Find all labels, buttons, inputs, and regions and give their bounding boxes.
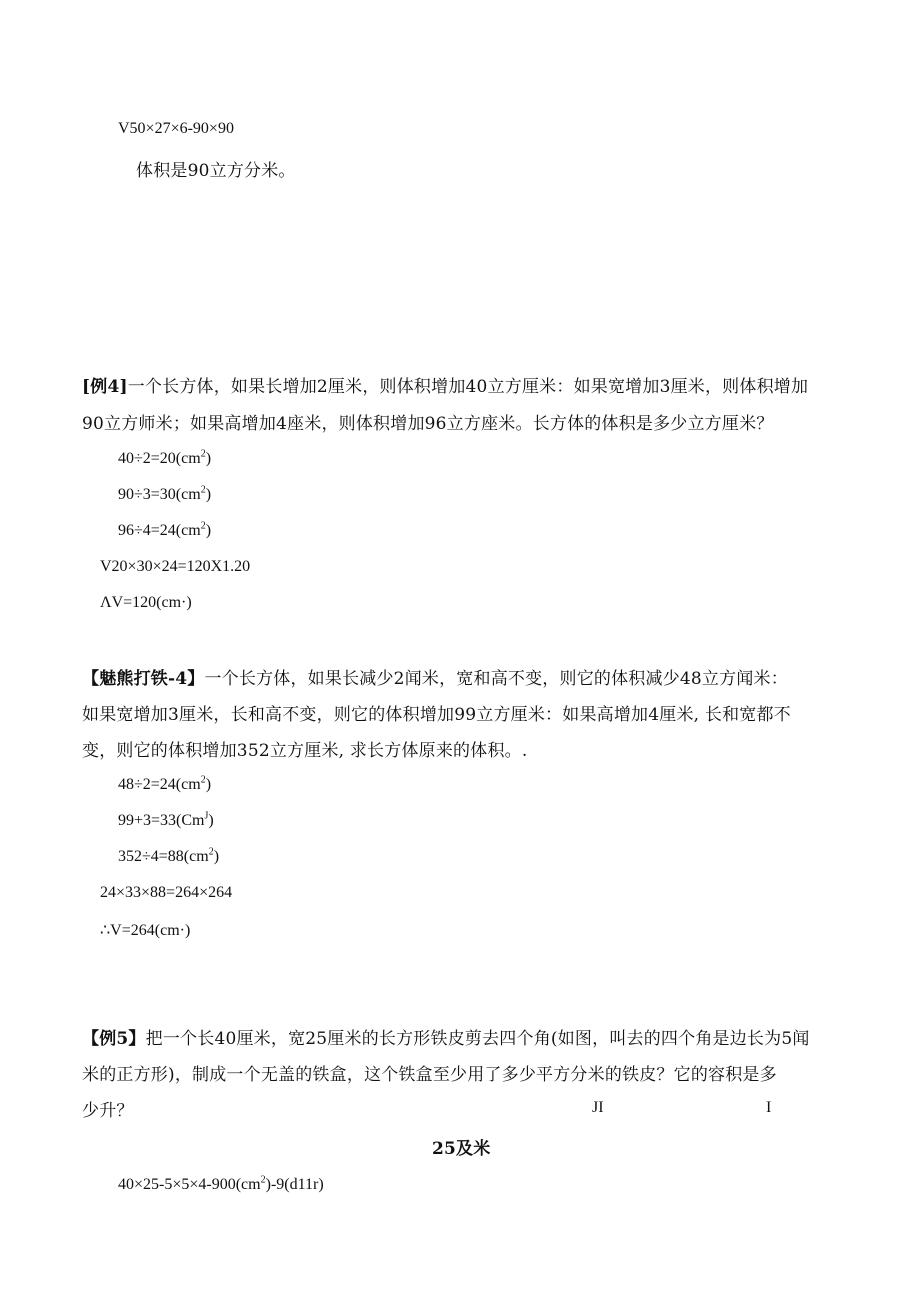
example5-line2: 米的正方形)，制成一个无盖的铁盒，这个铁盒至少用了多少平方分米的铁皮？它的容积是多 (82, 1065, 777, 1085)
prev-solution-expression: V50×27×6-90×90 (118, 120, 234, 137)
figure-mark-left: JI (592, 1099, 604, 1116)
prev-solution-answer: 体积是90立方分米。 (136, 161, 296, 181)
practice4-step-2: $99+3=33(Cm^J)$ (118, 810, 214, 829)
example4-step-1: $40\div 2=20(cm^2)$ (118, 448, 212, 467)
practice4-step-1: $48\div 2=24(cm^2)$ (118, 774, 212, 793)
example4-line1 (82, 372, 808, 397)
practice4-answer: ∴V=264(cm·) (100, 922, 191, 939)
example5-line1 (82, 1024, 810, 1049)
example5-line3: 少升？ (82, 1101, 134, 1121)
practice4-line3: 变，则它的体积增加352立方厘米, 求长方体原来的体积。. (82, 741, 528, 761)
example5-calculation: $40\times 25-5\times 5\times 4-900(cm^2)-9(d11r)$ (118, 1174, 324, 1193)
practice4-step-3: $352\div 4=88(cm^2)$ (118, 846, 220, 865)
practice4-product: 24×33×88=264×264 (100, 884, 233, 901)
example4-line2: 90立方师米；如果高增加4座米，则体积增加96立方座米。长方体的体积是多少立方厘米？ (82, 414, 774, 434)
example4-product: V20×30×24=120X1.20 (100, 558, 251, 575)
practice4-line1-text: 一个长方体，如果长减少2闻米，宽和高不变，则它的体积减少48立方闻米： (204, 669, 788, 689)
example4-tag: [例4] (82, 377, 128, 397)
example4-step-3: $96\div 4=24(cm^2)$ (118, 520, 212, 539)
figure-mark-right: I (766, 1099, 772, 1116)
example5-tag: 【例5】 (82, 1029, 146, 1049)
practice4-line2: 如果宽增加3厘米，长和高不变，则它的体积增加99立方厘米：如果高增加4厘米, 长和宽都不 (82, 705, 791, 725)
example5-line1-text: 把一个长40厘米，宽25厘米的长方形铁皮剪去四个角(如图，叫去的四个角是边长为5闻 (145, 1029, 810, 1049)
practice4-line1 (82, 664, 788, 689)
figure-label: 25及米 (432, 1139, 491, 1159)
example4-answer: ΛV=120(cm·) (100, 594, 192, 611)
example4-step-2: $90\div 3=30(cm^2)$ (118, 484, 212, 503)
practice4-tag: 【魅熊打铁-4】 (82, 669, 205, 689)
example4-line1-text: 一个长方体，如果长增加2厘米，则体积增加40立方厘米：如果宽增加3厘米，则体积增加 (127, 377, 809, 397)
